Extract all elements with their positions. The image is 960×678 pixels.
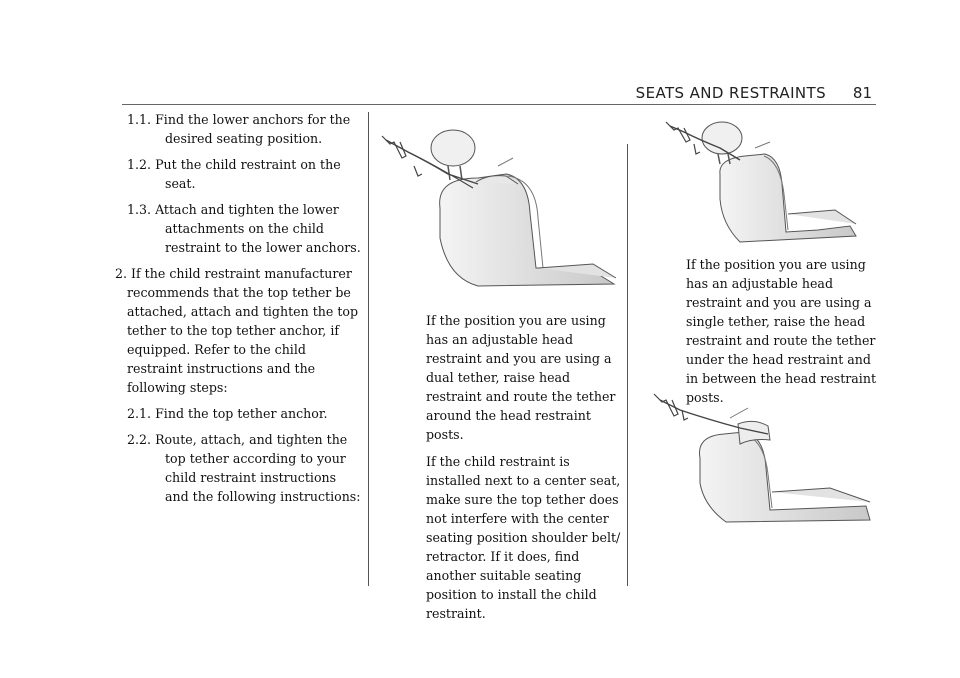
column-divider-left (368, 112, 369, 586)
section-title: SEATS AND RESTRAINTS (635, 84, 826, 102)
step-number: 1.3. (127, 202, 152, 217)
step-text: Attach and tighten the lower attachments on the child restraint to the lower anchors. (155, 202, 361, 255)
seat-tether-headrest-icon (640, 388, 872, 524)
middle-column (426, 311, 622, 631)
page-number: 81 (852, 84, 872, 102)
step-text: Find the lower anchors for the desired seating position. (155, 112, 351, 146)
step-number: 1.2. (127, 157, 152, 172)
step-text: Find the top tether anchor. (155, 406, 328, 421)
step-item (115, 264, 363, 397)
seat-single-tether-icon (660, 114, 860, 244)
step-number: 1.1. (127, 112, 152, 127)
left-column (115, 110, 363, 513)
seat-tether-over-headrest-illustration (640, 388, 872, 524)
step-text: If the child restraint manufacturer recommends that the top tether be attached, attach and tighten the top tether to the top tether anchor, if equipped. Refer to the child restraint instructions and the following steps: (127, 266, 359, 395)
step-item (115, 430, 363, 506)
step-item (115, 155, 363, 193)
step-item (115, 404, 363, 423)
paragraph: If the position you are using has an adjustable head restraint and you are using a single tether, raise the head restraint and route the tether under the head restraint and in between the head restraint posts. (686, 257, 877, 405)
step-number: 2.1. (127, 406, 152, 421)
step-item (115, 110, 363, 148)
seat-single-tether-illustration (660, 114, 860, 244)
header-rule (122, 104, 876, 105)
seat-dual-tether-icon (378, 118, 618, 288)
step-text: Put the child restraint on the seat. (155, 157, 341, 191)
column-divider-right (627, 144, 628, 586)
paragraph: If the child restraint is installed next to a center seat, make sure the top tether does not interfere with the center seating position shoulder belt/ retractor. If it does, find another suitable seating position to install the child restraint. (426, 454, 621, 621)
seat-dual-tether-illustration (378, 118, 618, 288)
step-number: 2. (115, 266, 128, 281)
paragraph: If the position you are using has an adjustable head restraint and you are using a dual tether, raise head restraint and route the tether around the head restraint posts. (426, 313, 616, 442)
step-number: 2.2. (127, 432, 152, 447)
step-item (115, 200, 363, 257)
step-text: Route, attach, and tighten the top tether according to your child restraint instructions and the following instructions: (155, 432, 361, 504)
